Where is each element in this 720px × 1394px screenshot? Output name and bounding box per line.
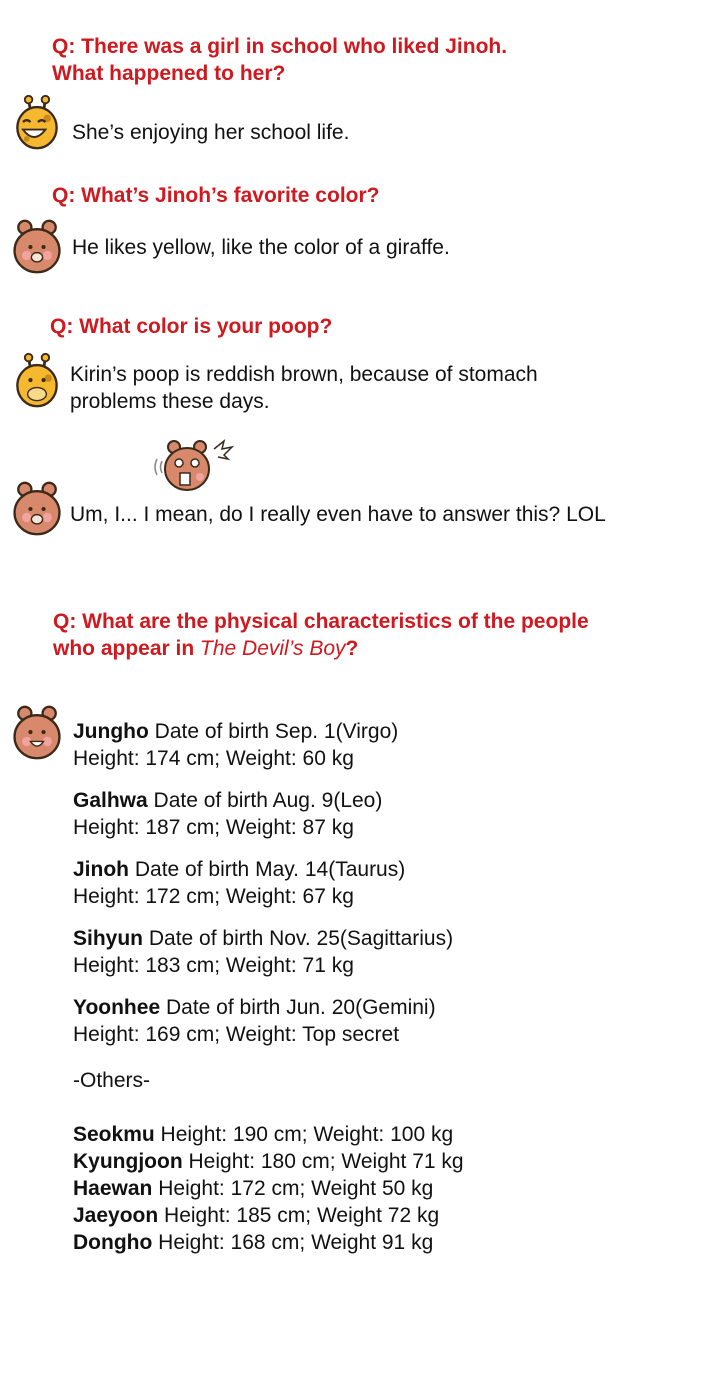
book-title: The Devil’s Boy bbox=[200, 637, 346, 660]
embarrassed-bear-icon bbox=[152, 437, 242, 501]
character-stats: Height: 172 cm; Weight: 67 kg bbox=[73, 885, 354, 908]
character-name: Kyungjoon bbox=[73, 1150, 183, 1173]
question-physical bbox=[53, 608, 589, 662]
character-profiles bbox=[73, 718, 464, 1256]
character-name: Jinoh bbox=[73, 858, 129, 881]
answer-2: He likes yellow, like the color of a giraffe. bbox=[72, 236, 450, 259]
character-birth: Date of birth Nov. 25(Sagittarius) bbox=[148, 927, 454, 950]
others-entry bbox=[73, 1121, 464, 1148]
bear-icon bbox=[8, 704, 66, 762]
character-birth: Date of birth Sep. 1(Virgo) bbox=[154, 720, 399, 743]
character-stats: Height: 183 cm; Weight: 71 kg bbox=[73, 954, 354, 977]
question-1 bbox=[52, 33, 507, 87]
character-birth: Date of birth Aug. 9(Leo) bbox=[153, 789, 383, 812]
giraffe-icon bbox=[8, 94, 66, 152]
character-entry bbox=[73, 925, 464, 979]
question-3: Q: What color is your poop? bbox=[50, 315, 333, 338]
question-physical-line-2-pre: who appear in bbox=[53, 637, 201, 660]
others-entry bbox=[73, 1148, 464, 1175]
character-entry bbox=[73, 994, 464, 1048]
answer-3 bbox=[70, 361, 538, 415]
character-stats: Height: 172 cm; Weight 50 kg bbox=[158, 1177, 434, 1200]
character-entry bbox=[73, 787, 464, 841]
giraffe-icon bbox=[8, 352, 66, 410]
character-name: Sihyun bbox=[73, 927, 144, 950]
question-2: Q: What’s Jinoh’s favorite color? bbox=[52, 184, 380, 207]
character-name: Jaeyoon bbox=[73, 1204, 159, 1227]
answer-3-line-1: Kirin’s poop is reddish brown, because of stomach bbox=[70, 363, 538, 386]
others-label: -Others- bbox=[73, 1069, 151, 1092]
others-list bbox=[73, 1121, 464, 1256]
character-stats: Height: 180 cm; Weight 71 kg bbox=[188, 1150, 464, 1173]
character-name: Jungho bbox=[73, 720, 149, 743]
answer-1: She’s enjoying her school life. bbox=[72, 121, 350, 144]
character-entry bbox=[73, 718, 464, 772]
others-entry bbox=[73, 1202, 464, 1229]
character-stats: Height: 185 cm; Weight 72 kg bbox=[164, 1204, 440, 1227]
character-name: Yoonhee bbox=[73, 996, 161, 1019]
answer-4: Um, I... I mean, do I really even have to answer this? LOL bbox=[70, 503, 606, 526]
character-name: Seokmu bbox=[73, 1123, 155, 1146]
question-1-line-1: Q: There was a girl in school who liked Jinoh. bbox=[52, 35, 508, 58]
character-birth: Date of birth Jun. 20(Gemini) bbox=[165, 996, 436, 1019]
answer-3-line-2: problems these days. bbox=[70, 390, 270, 413]
character-name: Galhwa bbox=[73, 789, 148, 812]
bear-icon bbox=[8, 218, 66, 276]
character-birth: Date of birth May. 14(Taurus) bbox=[134, 858, 406, 881]
question-physical-line-2-post: ? bbox=[345, 637, 359, 660]
character-stats: Height: 174 cm; Weight: 60 kg bbox=[73, 747, 354, 770]
others-entry bbox=[73, 1229, 464, 1256]
question-physical-line-1: Q: What are the physical characteristics of the people bbox=[53, 610, 589, 633]
character-stats: Height: 187 cm; Weight: 87 kg bbox=[73, 816, 354, 839]
others-entry bbox=[73, 1175, 464, 1202]
character-name: Haewan bbox=[73, 1177, 153, 1200]
character-stats: Height: 169 cm; Weight: Top secret bbox=[73, 1023, 400, 1046]
bear-icon bbox=[8, 480, 66, 538]
character-stats: Height: 168 cm; Weight 91 kg bbox=[158, 1231, 434, 1254]
question-1-line-2: What happened to her? bbox=[52, 62, 286, 85]
character-name: Dongho bbox=[73, 1231, 153, 1254]
character-stats: Height: 190 cm; Weight: 100 kg bbox=[160, 1123, 454, 1146]
character-entry bbox=[73, 856, 464, 910]
